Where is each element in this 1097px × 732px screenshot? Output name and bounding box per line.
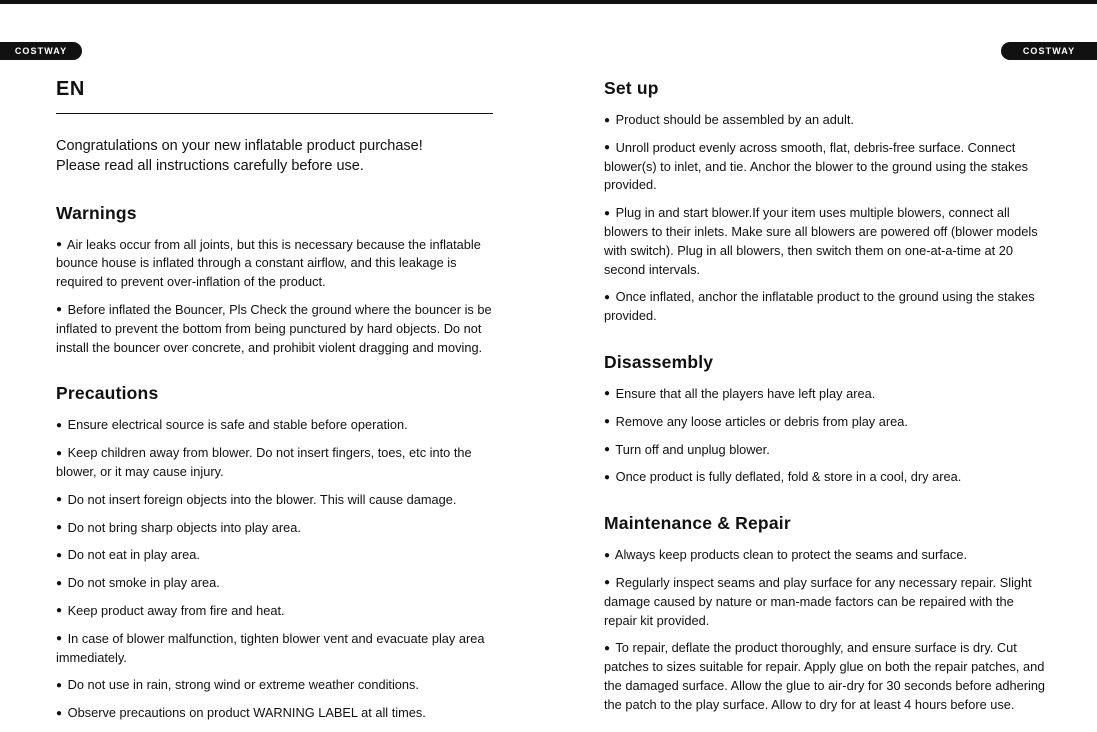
intro-line-1: Congratulations on your new inflatable product purchase! (56, 138, 423, 154)
bullet-item (604, 468, 1048, 487)
bullet-dot-icon: ● (604, 444, 611, 456)
brand-tab-right (1001, 42, 1097, 60)
bullet-dot-icon: ● (56, 304, 63, 316)
bullet-dot-icon: ● (604, 642, 611, 654)
bullet-text: Plug in and start blower.If your item uses multiple blowers, connect all blowers to their inlets. Make sure all blowers are powered off (blower models with switch). Plug in all blowers, then switch them on one-at-a-time at 20 second intervals. (604, 205, 1038, 277)
bullet-dot-icon: ● (604, 577, 611, 589)
section-heading-maintenance-repair: Maintenance & Repair (604, 513, 791, 534)
bullet-dot-icon: ● (56, 522, 63, 534)
bullet-item (604, 574, 1048, 630)
bullet-text: Keep product away from fire and heat. (67, 602, 285, 618)
bullet-text: Always keep products clean to protect the seams and surface. (614, 547, 968, 563)
bullet-dot-icon: ● (604, 142, 611, 154)
bullet-dot-icon: ● (56, 577, 63, 589)
section-heading-precautions: Precautions (56, 383, 159, 404)
bullet-item (604, 288, 1048, 326)
bullet-item (56, 574, 496, 593)
bullet-item (56, 519, 496, 538)
brand-label-left: COSTWAY (14, 46, 68, 56)
right-column (604, 78, 1048, 724)
bullet-text: Product should be assembled by an adult. (615, 112, 854, 127)
bullet-item (604, 204, 1048, 279)
bullet-text: Do not insert foreign objects into the blower. This will cause damage. (67, 491, 457, 507)
left-column (56, 78, 496, 732)
bullet-item (604, 111, 1048, 130)
bullet-item (56, 236, 496, 292)
bullet-dot-icon: ● (604, 207, 611, 219)
bullet-text: Keep children away from blower. Do not insert fingers, toes, etc into the blower, or it may cause injury. (56, 445, 472, 479)
bullet-text: Ensure electrical source is safe and stable before operation. (67, 417, 408, 433)
bullet-text: Regularly inspect seams and play surface for any necessary repair. Slight damage caused by nature or man-made factors can be repaired with the repair kit provided. (604, 574, 1032, 628)
bullet-text: Air leaks occur from all joints, but this is necessary because the inflatable bounce house is inflated through a constant airflow, and this leakage is required to prevent over-inflation of the product. (56, 236, 481, 290)
bullet-dot-icon: ● (604, 471, 611, 483)
bullet-dot-icon: ● (56, 239, 63, 251)
section-heading-setup: Set up (604, 78, 659, 98)
bullet-item (56, 491, 496, 510)
bullet-text: Turn off and unplug blower. (615, 441, 770, 457)
bullet-dot-icon: ● (604, 291, 611, 303)
bullet-text: Once product is fully deflated, fold & store in a cool, dry area. (615, 469, 962, 485)
bullet-item (56, 676, 496, 695)
bullet-item (56, 602, 496, 621)
bullet-dot-icon: ● (56, 419, 63, 431)
bullet-text: Ensure that all the players have left play area. (615, 385, 876, 401)
intro-line-2: Please read all instructions carefully before use. (56, 158, 364, 175)
bullet-item (56, 301, 496, 357)
bullet-item (56, 546, 496, 565)
intro-paragraph (56, 136, 496, 177)
bullet-item (604, 139, 1048, 195)
bullet-item (56, 704, 496, 723)
bullet-item (604, 546, 1048, 565)
bullet-text: Do not use in rain, strong wind or extreme weather conditions. (67, 677, 419, 693)
bullet-text: Unroll product evenly across smooth, flat, debris-free surface. Connect blower(s) to inlet, and tie. Anchor the blower to the ground using the stakes provided. (604, 139, 1028, 193)
bullet-dot-icon: ● (56, 707, 63, 719)
bullet-text: In case of blower malfunction, tighten blower vent and evacuate play area immediately. (56, 630, 485, 665)
bullet-dot-icon: ● (56, 447, 63, 459)
bullet-text: Before inflated the Bouncer, Pls Check the ground where the bouncer is be inflated to prevent the bottom from being punctured by hard objects. Do not install the bouncer over concrete, and prohibit violent dragging and moving. (56, 301, 492, 355)
bullet-dot-icon: ● (604, 114, 611, 126)
bullet-text: Do not smoke in play area. (67, 575, 220, 591)
bullet-dot-icon: ● (56, 549, 63, 561)
bullet-dot-icon: ● (56, 633, 63, 645)
section-heading-warnings: Warnings (56, 202, 137, 223)
bullet-item (604, 639, 1048, 714)
bullet-text: Do not bring sharp objects into play area. (67, 519, 301, 535)
bullet-item (56, 416, 496, 435)
brand-tab-left (0, 42, 82, 60)
bullet-text: Observe precautions on product WARNING LABEL at all times. (67, 705, 426, 721)
bullet-text: Do not eat in play area. (67, 547, 200, 563)
bullet-dot-icon: ● (56, 679, 63, 691)
bullet-text: Remove any loose articles or debris from play area. (615, 413, 908, 429)
bullet-item (604, 441, 1048, 460)
language-title: EN (56, 78, 493, 114)
bullet-dot-icon: ● (604, 416, 611, 428)
brand-label-right: COSTWAY (1022, 46, 1076, 56)
top-rule (0, 0, 1097, 4)
bullet-dot-icon: ● (56, 494, 63, 506)
bullet-item (604, 385, 1048, 404)
bullet-dot-icon: ● (56, 605, 63, 617)
bullet-item (56, 444, 496, 482)
bullet-item (56, 630, 496, 668)
bullet-item (604, 413, 1048, 432)
bullet-text: Once inflated, anchor the inflatable product to the ground using the stakes provided. (604, 289, 1035, 324)
bullet-text: To repair, deflate the product thoroughly, and ensure surface is dry. Cut patches to sizes suitable for repair. Apply glue on both the repair patches, and the damaged surface. Allow the glue to air-dry for 30 seconds before adhering the patch to the play surface. Allow to dry for at least 4 hours before use. (604, 640, 1046, 712)
bullet-dot-icon: ● (604, 388, 611, 400)
section-heading-disassembly: Disassembly (604, 351, 714, 372)
bullet-dot-icon: ● (604, 549, 611, 561)
